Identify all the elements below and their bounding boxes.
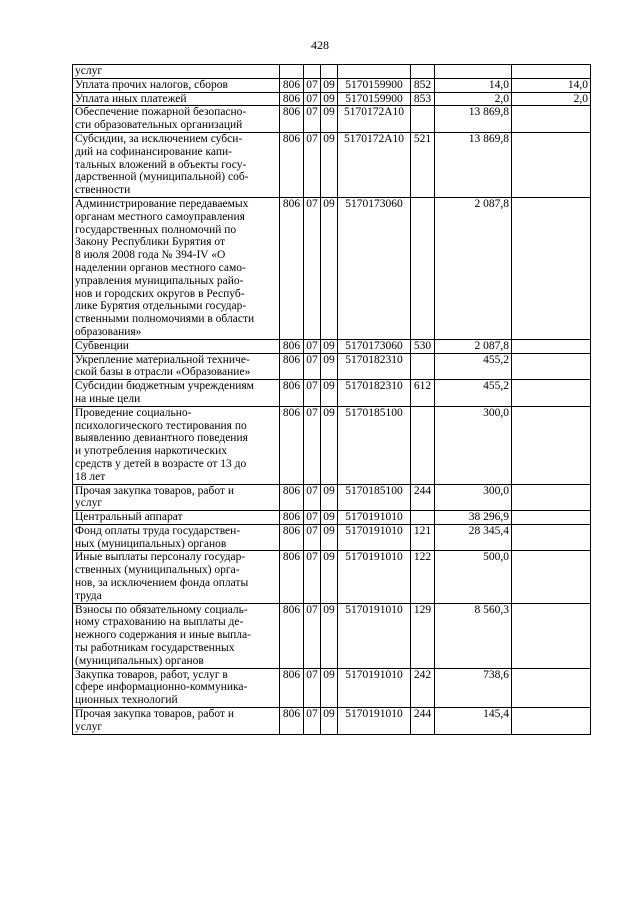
amount-extra-cell [512, 65, 591, 79]
target-article-cell: 5170172А10 [338, 132, 411, 197]
amount-extra-cell [512, 380, 591, 407]
subsection-code-cell [321, 65, 338, 79]
table-body [73, 65, 591, 735]
expense-type-cell: 521 [411, 132, 435, 197]
table-row [73, 484, 591, 511]
ministry-code-cell: 806 [280, 380, 304, 407]
subsection-code-cell: 09 [321, 132, 338, 197]
row-name-cell: Укрепление материальной техниче- ской базы в отрасли «Образование» [73, 353, 280, 380]
section-code-cell: 07 [304, 106, 321, 133]
section-code-cell: 07 [304, 92, 321, 106]
row-name-cell: Центральный аппарат [73, 511, 280, 525]
row-name-cell: Субсидии, за исключением субси- дий на софинансирование капи- тальных вложений в объекты госу- дарственной (муниципальной) соб- ственности [73, 132, 280, 197]
subsection-code-cell: 09 [321, 708, 338, 735]
table-row [73, 511, 591, 525]
target-article-cell: 5170185100 [338, 484, 411, 511]
subsection-code-cell: 09 [321, 551, 338, 603]
subsection-code-cell: 09 [321, 484, 338, 511]
table-row [73, 106, 591, 133]
amount-cell: 300,0 [435, 406, 512, 484]
ministry-code-cell: 806 [280, 603, 304, 668]
target-article-cell: 5170191010 [338, 708, 411, 735]
ministry-code-cell: 806 [280, 511, 304, 525]
ministry-code-cell: 806 [280, 197, 304, 339]
subsection-code-cell: 09 [321, 106, 338, 133]
amount-extra-cell [512, 132, 591, 197]
target-article-cell: 5170173060 [338, 339, 411, 353]
expense-type-cell [411, 406, 435, 484]
table-row [73, 353, 591, 380]
target-article-cell: 5170191010 [338, 524, 411, 551]
target-article-cell: 5170191010 [338, 668, 411, 707]
subsection-code-cell: 09 [321, 197, 338, 339]
section-code-cell: 07 [304, 484, 321, 511]
ministry-code-cell: 806 [280, 78, 304, 92]
ministry-code-cell: 806 [280, 339, 304, 353]
row-name-cell: Прочая закупка товаров, работ и услуг [73, 708, 280, 735]
row-name-cell: Прочая закупка товаров, работ и услуг [73, 484, 280, 511]
expense-type-cell: 530 [411, 339, 435, 353]
amount-extra-cell [512, 339, 591, 353]
expense-type-cell: 242 [411, 668, 435, 707]
subsection-code-cell: 09 [321, 668, 338, 707]
amount-cell [435, 65, 512, 79]
section-code-cell: 07 [304, 668, 321, 707]
expense-type-cell [411, 511, 435, 525]
target-article-cell: 5170191010 [338, 603, 411, 668]
ministry-code-cell: 806 [280, 524, 304, 551]
expense-type-cell: 122 [411, 551, 435, 603]
section-code-cell: 07 [304, 78, 321, 92]
table-row [73, 339, 591, 353]
row-name-cell: Взносы по обязательному социаль- ному страхованию на выплаты де- нежного содержания и иные выпла- ты работникам государственных (муниципальных) органов [73, 603, 280, 668]
row-name-cell: Закупка товаров, работ, услуг в сфере информационно-коммуника- ционных технологий [73, 668, 280, 707]
subsection-code-cell: 09 [321, 406, 338, 484]
amount-cell: 455,2 [435, 380, 512, 407]
amount-extra-cell [512, 406, 591, 484]
target-article-cell: 5170191010 [338, 511, 411, 525]
table-row [73, 197, 591, 339]
ministry-code-cell: 806 [280, 668, 304, 707]
expense-type-cell: 852 [411, 78, 435, 92]
amount-cell: 14,0 [435, 78, 512, 92]
ministry-code-cell: 806 [280, 353, 304, 380]
ministry-code-cell: 806 [280, 92, 304, 106]
expense-type-cell: 853 [411, 92, 435, 106]
expense-type-cell [411, 197, 435, 339]
section-code-cell [304, 65, 321, 79]
ministry-code-cell [280, 65, 304, 79]
expense-type-cell: 612 [411, 380, 435, 407]
table-row [73, 78, 591, 92]
expense-type-cell: 244 [411, 484, 435, 511]
amount-extra-cell [512, 524, 591, 551]
amount-cell: 500,0 [435, 551, 512, 603]
row-name-cell: Обеспечение пожарной безопасно- сти образовательных организаций [73, 106, 280, 133]
section-code-cell: 07 [304, 197, 321, 339]
amount-extra-cell [512, 708, 591, 735]
table-row [73, 132, 591, 197]
amount-cell: 13 869,8 [435, 132, 512, 197]
row-name-cell: Субвенции [73, 339, 280, 353]
row-name-cell: Субсидии бюджетным учреждениям на иные цели [73, 380, 280, 407]
amount-cell: 13 869,8 [435, 106, 512, 133]
ministry-code-cell: 806 [280, 406, 304, 484]
row-name-cell: услуг [73, 65, 280, 79]
section-code-cell: 07 [304, 551, 321, 603]
amount-cell: 38 296,9 [435, 511, 512, 525]
ministry-code-cell: 806 [280, 106, 304, 133]
target-article-cell: 5170172А10 [338, 106, 411, 133]
amount-extra-cell [512, 484, 591, 511]
ministry-code-cell: 806 [280, 551, 304, 603]
expense-type-cell [411, 65, 435, 79]
target-article-cell: 5170159900 [338, 78, 411, 92]
section-code-cell: 07 [304, 132, 321, 197]
expense-type-cell [411, 353, 435, 380]
table-row [73, 708, 591, 735]
table-row [73, 92, 591, 106]
ministry-code-cell: 806 [280, 484, 304, 511]
section-code-cell: 07 [304, 511, 321, 525]
table-row [73, 524, 591, 551]
table-row [73, 380, 591, 407]
expense-type-cell: 121 [411, 524, 435, 551]
amount-extra-cell [512, 353, 591, 380]
target-article-cell: 5170185100 [338, 406, 411, 484]
subsection-code-cell: 09 [321, 339, 338, 353]
section-code-cell: 07 [304, 406, 321, 484]
section-code-cell: 07 [304, 380, 321, 407]
table-row [73, 551, 591, 603]
amount-cell: 145,4 [435, 708, 512, 735]
amount-extra-cell [512, 603, 591, 668]
table-row [73, 668, 591, 707]
row-name-cell: Иные выплаты персоналу государ- ственных (муниципальных) орга- нов, за исключением фонда оплаты труда [73, 551, 280, 603]
expense-type-cell: 129 [411, 603, 435, 668]
section-code-cell: 07 [304, 708, 321, 735]
subsection-code-cell: 09 [321, 92, 338, 106]
row-name-cell: Уплата прочих налогов, сборов [73, 78, 280, 92]
amount-cell: 2,0 [435, 92, 512, 106]
row-name-cell: Уплата иных платежей [73, 92, 280, 106]
amount-cell: 28 345,4 [435, 524, 512, 551]
amount-extra-cell [512, 106, 591, 133]
target-article-cell: 5170182310 [338, 353, 411, 380]
amount-cell: 2 087,8 [435, 197, 512, 339]
row-name-cell: Проведение социально- психологического тестирования по выявлению девиантного поведения и употребления наркотических средств у детей в возрасте от 13 до 18 лет [73, 406, 280, 484]
target-article-cell: 5170191010 [338, 551, 411, 603]
amount-extra-cell [512, 551, 591, 603]
amount-extra-cell: 2,0 [512, 92, 591, 106]
amount-cell: 738,6 [435, 668, 512, 707]
amount-cell: 8 560,3 [435, 603, 512, 668]
amount-cell: 300,0 [435, 484, 512, 511]
amount-cell: 2 087,8 [435, 339, 512, 353]
row-name-cell: Фонд оплаты труда государствен- ных (муниципальных) органов [73, 524, 280, 551]
subsection-code-cell: 09 [321, 380, 338, 407]
subsection-code-cell: 09 [321, 524, 338, 551]
amount-extra-cell [512, 197, 591, 339]
amount-extra-cell: 14,0 [512, 78, 591, 92]
section-code-cell: 07 [304, 524, 321, 551]
target-article-cell: 5170182310 [338, 380, 411, 407]
target-article-cell: 5170173060 [338, 197, 411, 339]
table-row [73, 603, 591, 668]
subsection-code-cell: 09 [321, 603, 338, 668]
row-name-cell: Администрирование передаваемых органам местного самоуправления государственных полномочий по Закону Республики Бурятия от 8 июля 2008 года № 394-IV «О наделении органов местного само- управления муниципальных райо- нов и городских округов в Респуб- лике Бурятия отдельными государ- ственными полномочиями в области образования» [73, 197, 280, 339]
section-code-cell: 07 [304, 603, 321, 668]
amount-extra-cell [512, 511, 591, 525]
subsection-code-cell: 09 [321, 78, 338, 92]
table-row [73, 406, 591, 484]
amount-extra-cell [512, 668, 591, 707]
target-article-cell: 5170159900 [338, 92, 411, 106]
budget-table [72, 64, 591, 735]
target-article-cell [338, 65, 411, 79]
page-number: 428 [311, 38, 329, 52]
table-row [73, 65, 591, 79]
ministry-code-cell: 806 [280, 708, 304, 735]
subsection-code-cell: 09 [321, 353, 338, 380]
subsection-code-cell: 09 [321, 511, 338, 525]
ministry-code-cell: 806 [280, 132, 304, 197]
section-code-cell: 07 [304, 339, 321, 353]
section-code-cell: 07 [304, 353, 321, 380]
expense-type-cell [411, 106, 435, 133]
expense-type-cell: 244 [411, 708, 435, 735]
amount-cell: 455,2 [435, 353, 512, 380]
